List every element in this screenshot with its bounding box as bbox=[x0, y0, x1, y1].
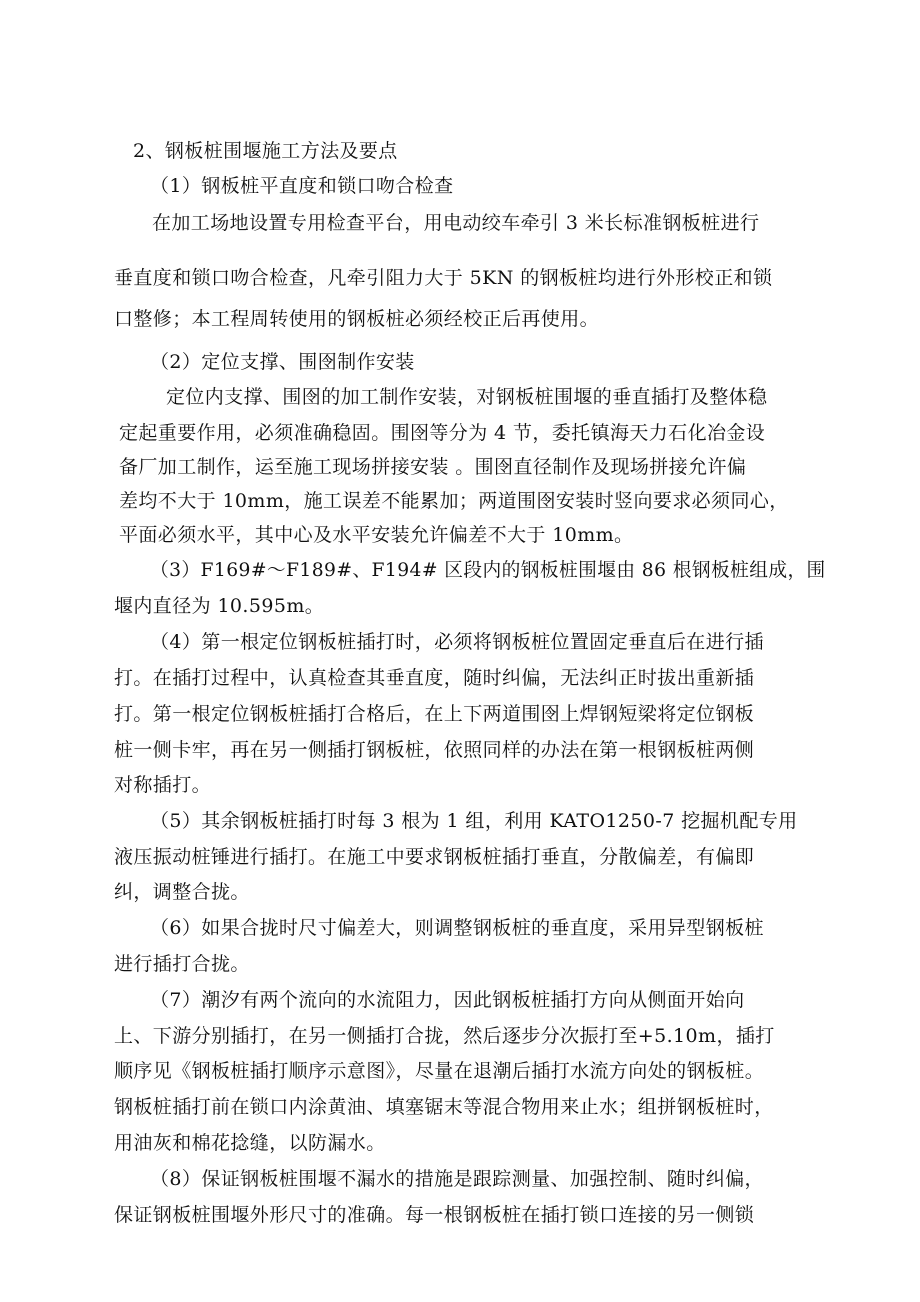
section-heading: 2、钢板桩围堰施工方法及要点 bbox=[133, 140, 398, 162]
paragraph-line: （8）保证钢板桩围堰不漏水的措施是跟踪测量、加强控制、随时纠偏， bbox=[150, 1168, 764, 1190]
paragraph-line: （5）其余钢板桩插打时每 3 根为 1 组，利用 KATO1250-7 挖掘机配专用 bbox=[150, 810, 798, 832]
paragraph-line: （7）潮汐有两个流向的水流阻力，因此钢板桩插打方向从侧面开始向 bbox=[150, 989, 745, 1011]
paragraph-line: 用油灰和棉花捻缝，以防漏水。 bbox=[114, 1132, 386, 1154]
paragraph-line: 平面必须水平，其中心及水平安装允许偏差不大于 10mm。 bbox=[119, 524, 634, 546]
paragraph-line: 桩一侧卡牢，再在另一侧插打钢板桩，依照同样的办法在第一根钢板桩两侧 bbox=[114, 739, 755, 761]
paragraph-line: 对称插打。 bbox=[114, 774, 212, 796]
paragraph-line: 口整修；本工程周转使用的钢板桩必须经校正后再使用。 bbox=[114, 308, 600, 330]
subsection-title: （2）定位支撑、围囹制作安装 bbox=[150, 351, 415, 373]
paragraph-line: 备厂加工制作，运至施工现场拼接安装 。围囹直径制作及现场拼接允许偏 bbox=[119, 456, 747, 478]
paragraph-line: 钢板桩插打前在锁口内涂黄油、填塞锯末等混合物用来止水；组拼钢板桩时， bbox=[114, 1096, 774, 1118]
paragraph-line: 垂直度和锁口吻合检查，凡牵引阻力大于 5KN 的钢板桩均进行外形校正和锁 bbox=[114, 267, 773, 289]
paragraph-line: 打。第一根定位钢板桩插打合格后，在上下两道围囹上焊钢短梁将定位钢板 bbox=[114, 703, 755, 725]
paragraph-line: 堰内直径为 10.595m。 bbox=[114, 595, 325, 617]
paragraph-line: 纠，调整合拢。 bbox=[114, 881, 250, 903]
paragraph-line: 打。在插打过程中，认真检查其垂直度，随时纠偏，无法纠正时拔出重新插 bbox=[114, 667, 755, 689]
paragraph-line: （6）如果合拢时尺寸偏差大，则调整钢板桩的垂直度，采用异型钢板桩 bbox=[150, 917, 764, 939]
paragraph-line: 上、下游分别插打，在另一侧插打合拢，然后逐步分次振打至+5.10m，插打 bbox=[114, 1025, 775, 1047]
paragraph-line: 顺序见《钢板桩插打顺序示意图》，尽量在退潮后插打水流方向处的钢板桩。 bbox=[114, 1060, 765, 1082]
paragraph-line: 定起重要作用，必须准确稳固。围囹等分为 4 节，委托镇海天力石化冶金设 bbox=[119, 422, 766, 444]
subsection-title: （1）钢板桩平直度和锁口吻合检查 bbox=[150, 175, 454, 197]
paragraph-line: （4）第一根定位钢板桩插打时，必须将钢板桩位置固定垂直后在进行插 bbox=[150, 631, 764, 653]
paragraph-line: 保证钢板桩围堰外形尺寸的准确。每一根钢板桩在插打锁口连接的另一侧锁 bbox=[114, 1204, 755, 1226]
paragraph-line: （3）F169#～F189#、F194# 区段内的钢板桩围堰由 86 根钢板桩组成，围 bbox=[150, 559, 826, 581]
paragraph-line: 进行插打合拢。 bbox=[114, 953, 250, 975]
paragraph-line: 在加工场地设置专用检查平台，用电动绞车牵引 3 米长标准钢板桩进行 bbox=[152, 212, 760, 234]
paragraph-line: 差均不大于 10mm，施工误差不能累加；两道围囹安装时竖向要求必须同心， bbox=[119, 490, 789, 512]
paragraph-line: 液压振动桩锤进行插打。在施工中要求钢板桩插打垂直，分散偏差，有偏即 bbox=[114, 846, 755, 868]
paragraph-line: 定位内支撑、围囹的加工制作安装，对钢板桩围堰的垂直插打及整体稳 bbox=[166, 386, 768, 408]
